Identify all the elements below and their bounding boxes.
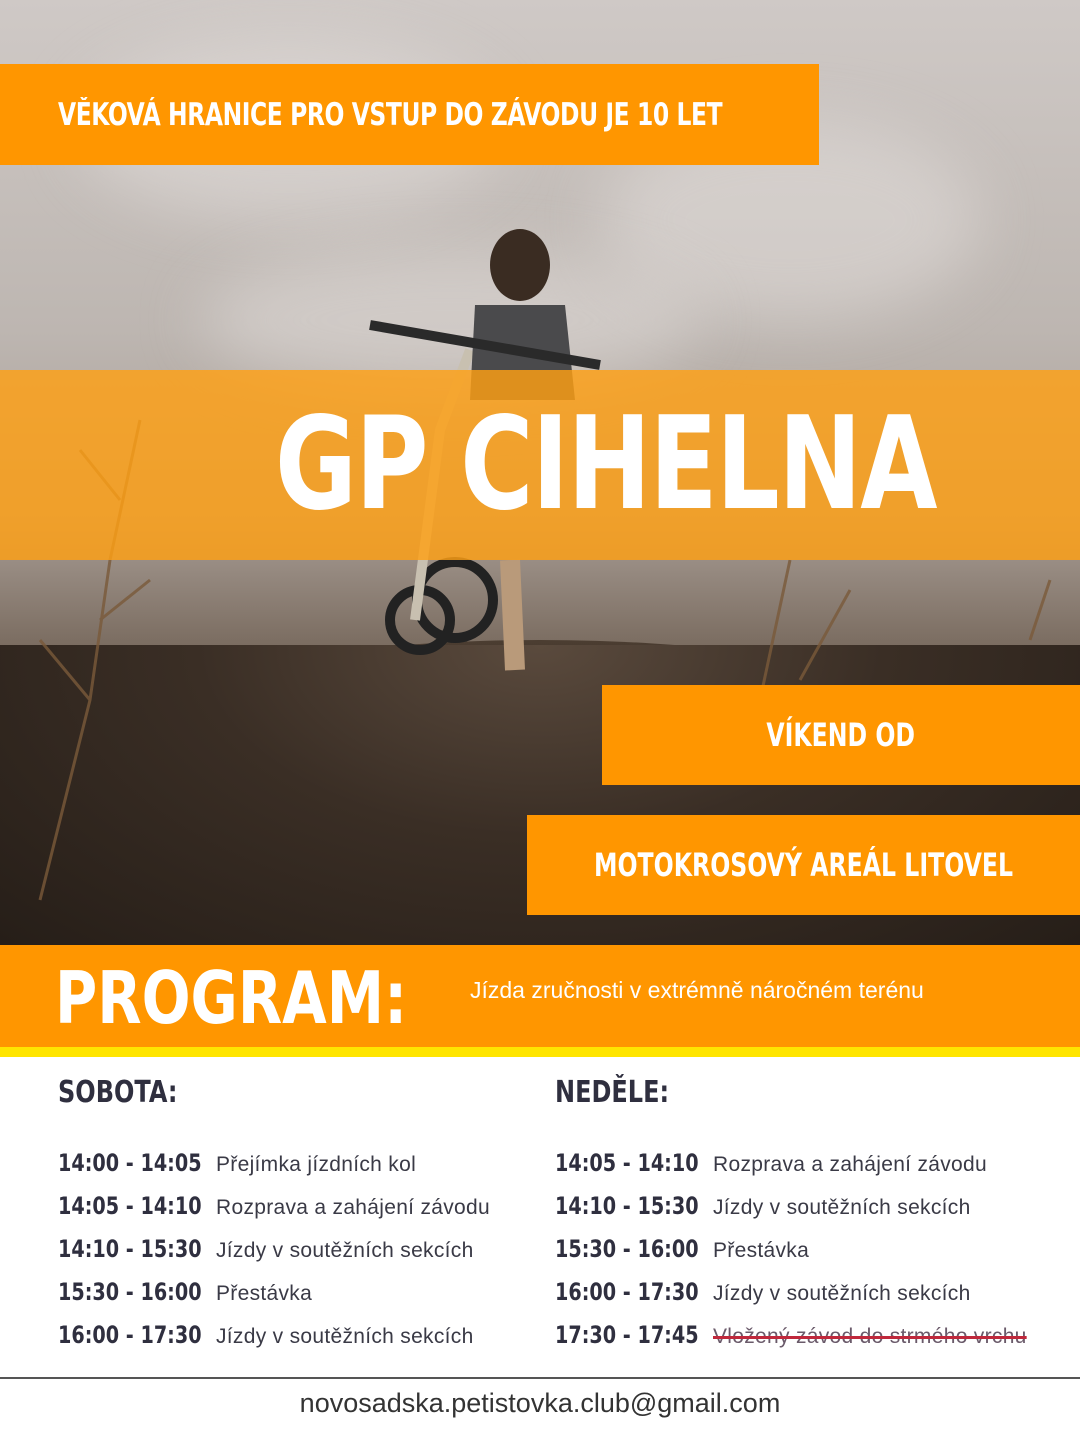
age-notice-text: VĚKOVÁ HRANICE PRO VSTUP DO ZÁVODU JE 10 LET	[58, 96, 723, 133]
yellow-stripe	[0, 1047, 1080, 1057]
schedule-time: 16:00 - 17:30	[58, 1321, 202, 1349]
saturday-heading: SOBOTA:	[58, 1075, 178, 1110]
schedule-desc: Přestávka	[713, 1239, 810, 1262]
program-bar	[0, 945, 1080, 1047]
schedule-desc: Jízdy v soutěžních sekcích	[216, 1325, 474, 1348]
venue-label: MOTOKROSOVÝ AREÁL LITOVEL	[593, 846, 1014, 884]
schedule-time: 14:10 - 15:30	[555, 1192, 699, 1220]
footer-divider	[0, 1377, 1080, 1379]
weekend-banner	[602, 685, 1080, 785]
schedule-desc: Rozprava a zahájení závodu	[216, 1196, 490, 1219]
schedule-desc: Rozprava a zahájení závodu	[713, 1153, 987, 1176]
schedule-desc: Jízdy v soutěžních sekcích	[713, 1196, 971, 1219]
schedule-desc-cancelled: Vložený závod do strmého vrchu	[713, 1325, 1027, 1348]
schedule-time: 14:05 - 14:10	[555, 1149, 699, 1177]
schedule-time: 14:05 - 14:10	[58, 1192, 202, 1220]
schedule-desc: Jízdy v soutěžních sekcích	[216, 1239, 474, 1262]
schedule-time: 14:00 - 14:05	[58, 1149, 202, 1177]
venue-banner	[527, 815, 1080, 915]
program-title: PROGRAM:	[55, 956, 408, 1040]
schedule-time: 17:30 - 17:45	[555, 1321, 699, 1349]
schedule-time: 16:00 - 17:30	[555, 1278, 699, 1306]
event-title: GP CIHELNA	[275, 390, 936, 539]
sunday-heading: NEDĚLE:	[555, 1075, 670, 1110]
title-band	[0, 370, 1080, 560]
weekend-label: VÍKEND OD	[766, 716, 916, 754]
age-notice-banner	[0, 64, 819, 165]
program-subtitle: Jízda zručnosti v extrémně náročném terénu	[470, 977, 924, 1003]
schedule-desc: Přestávka	[216, 1282, 313, 1305]
schedule-time: 14:10 - 15:30	[58, 1235, 202, 1263]
schedule-time: 15:30 - 16:00	[555, 1235, 699, 1263]
schedule-time: 15:30 - 16:00	[58, 1278, 202, 1306]
contact-email[interactable]: novosadska.petistovka.club@gmail.com	[299, 1388, 781, 1418]
schedule-desc: Jízdy v soutěžních sekcích	[713, 1282, 971, 1305]
schedule-desc: Přejímka jízdních kol	[216, 1153, 417, 1176]
